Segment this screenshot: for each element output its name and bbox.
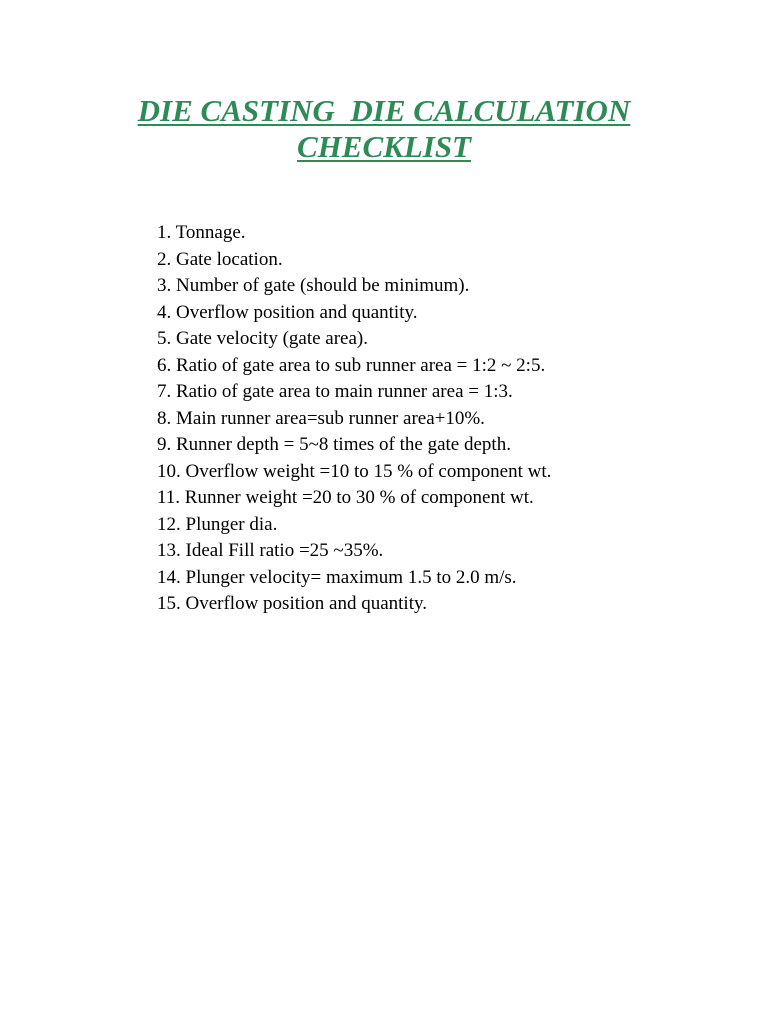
title-line-1: DIE CASTING DIE CALCULATION xyxy=(137,93,631,128)
checklist-item: 3. Number of gate (should be minimum). xyxy=(157,275,470,296)
checklist-item: 11. Runner weight =20 to 30 % of component wt. xyxy=(157,487,534,508)
checklist-item: 1. Tonnage. xyxy=(157,222,246,243)
document-title xyxy=(0,93,768,165)
checklist-item: 8. Main runner area=sub runner area+10%. xyxy=(157,407,485,429)
checklist-item: 9. Runner depth = 5~8 times of the gate depth. xyxy=(157,434,511,455)
checklist-item: 14. Plunger velocity= maximum 1.5 to 2.0 m/s. xyxy=(157,566,517,588)
checklist-item: 6. Ratio of gate area to sub runner area = 1:2 ~ 2:5. xyxy=(157,354,546,376)
checklist-item: 12. Plunger dia. xyxy=(157,513,278,535)
checklist-item: 10. Overflow weight =10 to 15 % of component wt. xyxy=(157,460,552,482)
checklist-item: 13. Ideal Fill ratio =25 ~35%. xyxy=(157,540,384,561)
title-line-2: CHECKLIST xyxy=(297,129,471,164)
checklist-item: 4. Overflow position and quantity. xyxy=(157,301,418,323)
checklist-item: 2. Gate location. xyxy=(157,248,283,270)
checklist xyxy=(157,220,551,618)
checklist-item: 5. Gate velocity (gate area). xyxy=(157,328,368,349)
checklist-item: 15. Overflow position and quantity. xyxy=(157,593,428,614)
checklist-item: 7. Ratio of gate area to main runner area = 1:3. xyxy=(157,381,513,402)
